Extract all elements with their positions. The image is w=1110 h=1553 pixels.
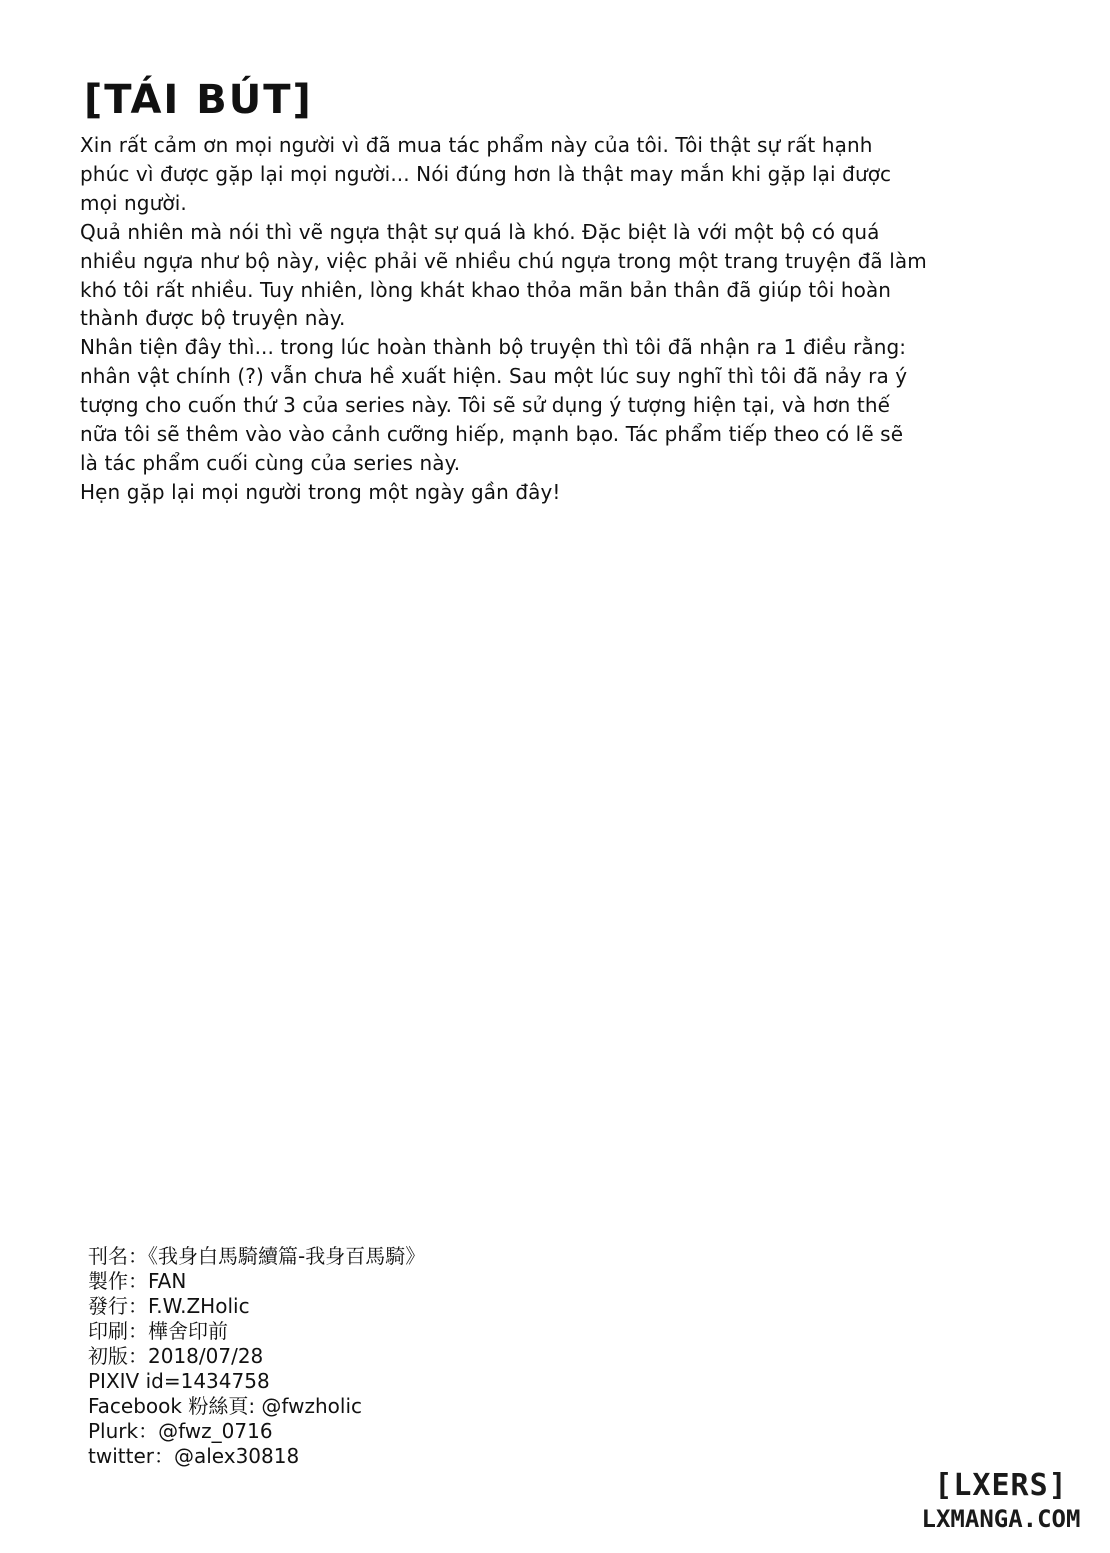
watermark-logo — [906, 1468, 1096, 1534]
watermark-bottom-text: LXMANGA.COM — [921, 1505, 1081, 1533]
colophon-publisher: 發行：F.W.ZHolic — [88, 1294, 250, 1318]
text-line: Nhân tiện đây thì... trong lúc hoàn thành bộ truyện thì tôi đã nhận ra 1 điều rằng: — [80, 335, 907, 360]
page-title: [TÁI BÚT] — [84, 77, 313, 123]
colophon-pixiv: PIXIV id=1434758 — [88, 1369, 270, 1393]
colophon-title: 刊名：《我身白馬騎續篇-我身百馬騎》 — [88, 1244, 426, 1268]
text-line: tượng cho cuốn thứ 3 của series này. Tôi sẽ sử dụng ý tượng hiện tại, và hơn thế — [80, 393, 891, 418]
colophon-twitter: twitter：@alex30818 — [88, 1444, 300, 1468]
text-line: phúc vì được gặp lại mọi người... Nói đúng hơn là thật may mắn khi gặp lại được — [80, 161, 892, 186]
text-line: mọi người. — [80, 190, 187, 215]
colophon-producer: 製作：FAN — [88, 1269, 187, 1293]
text-line: nhân vật chính (?) vẫn chưa hề xuất hiện. Sau một lúc suy nghĩ thì tôi đã nảy ra ý — [80, 364, 908, 389]
colophon — [88, 1244, 425, 1469]
colophon-first-edition: 初版：2018/07/28 — [88, 1344, 264, 1368]
colophon-facebook: Facebook 粉絲頁: @fwzholic — [88, 1394, 362, 1418]
text-line: nhiều ngựa như bộ này, việc phải vẽ nhiều chú ngựa trong một trang truyện đã làm — [80, 248, 927, 273]
afterword-text — [80, 131, 980, 507]
watermark-top-text: [LXERS] — [934, 1468, 1068, 1503]
text-line: Xin rất cảm ơn mọi người vì đã mua tác phẩm này của tôi. Tôi thật sự rất hạnh — [80, 133, 873, 157]
text-line: thành được bộ truyện này. — [80, 306, 346, 331]
colophon-printer: 印刷：樺舍印前 — [88, 1319, 228, 1343]
colophon-plurk: Plurk：@fwz_0716 — [88, 1419, 273, 1443]
text-line: nữa tôi sẽ thêm vào vào cảnh cưỡng hiếp, mạnh bạo. Tác phẩm tiếp theo có lẽ sẽ — [80, 422, 904, 447]
text-line: Hẹn gặp lại mọi người trong một ngày gần đây! — [80, 479, 561, 504]
text-line: Quả nhiên mà nói thì vẽ ngựa thật sự quá là khó. Đặc biệt là với một bộ có quá — [80, 219, 880, 244]
text-line: khó tôi rất nhiều. Tuy nhiên, lòng khát khao thỏa mãn bản thân đã giúp tôi hoàn — [80, 277, 892, 302]
text-line: là tác phẩm cuối cùng của series này. — [80, 450, 461, 475]
